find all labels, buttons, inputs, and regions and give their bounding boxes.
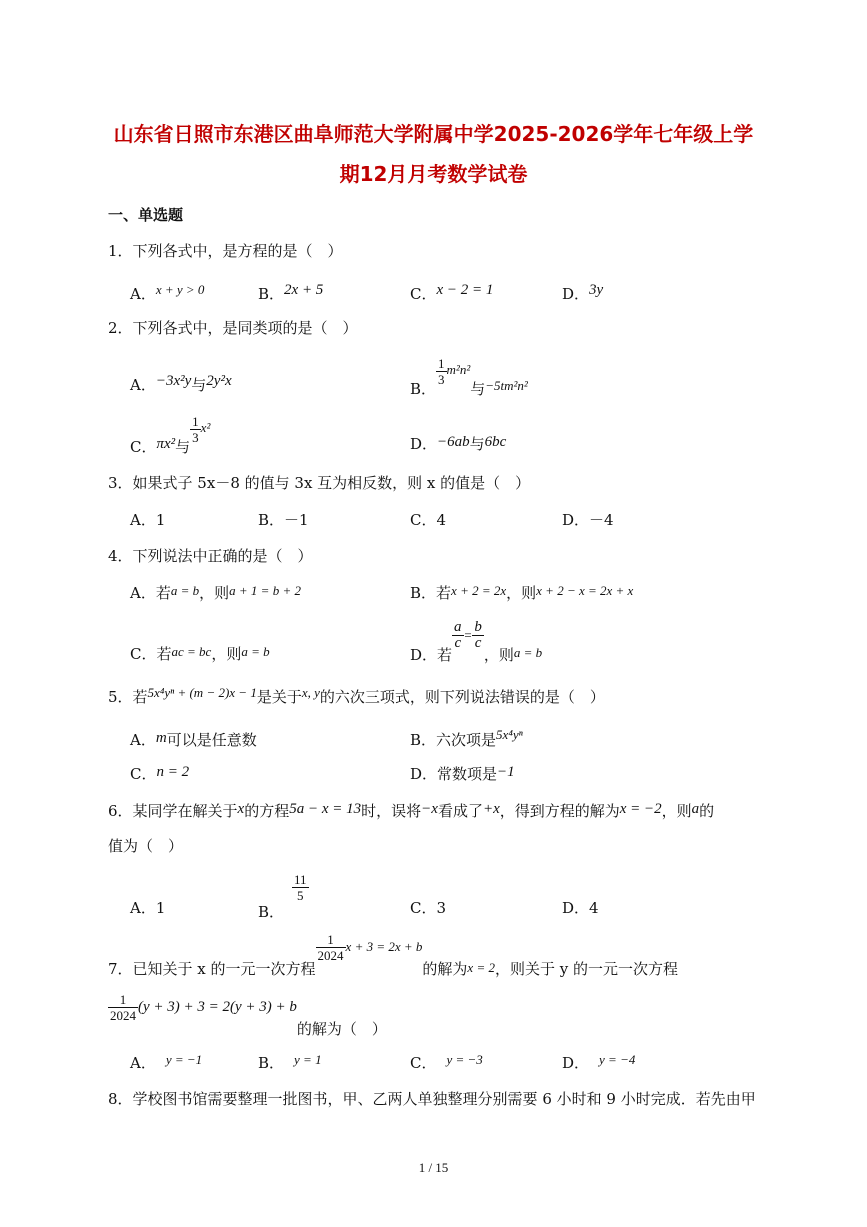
q1-option-b: B．2x + 5 — [258, 282, 324, 303]
q5-option-c: C．n = 2 — [130, 764, 190, 783]
question-2-stem: 2．下列各式中，是同类项的是（ ） — [108, 319, 358, 337]
q5-option-a: A．m可以是任意数 — [130, 730, 257, 749]
section-heading: 一、单选题 — [108, 206, 184, 224]
q7-option-b: B． y = 1 — [258, 1052, 322, 1072]
q7-option-a: A． y = −1 — [130, 1052, 203, 1072]
q5-option-b: B．六次项是5x⁴yⁿ — [410, 727, 523, 749]
q2-option-b: B． $\frac{1}{3}$ m²n²与−5tm²n² — [410, 356, 528, 398]
q6-option-c: C．3 — [410, 899, 447, 917]
q2-option-d: D．−6ab与6bc — [410, 434, 507, 453]
q5-option-d: D．常数项是−1 — [410, 764, 515, 783]
q6-option-b: B． $\frac{11}{5}$ — [258, 872, 307, 921]
q6-option-a: A．1 — [130, 899, 166, 917]
q6-option-d: D．4 — [562, 899, 599, 917]
q2-option-c: C．πx²与 $\frac{1}{3}$ x² — [130, 414, 211, 456]
title-line-2: 期12月月考数学试卷 — [339, 162, 528, 186]
question-6-stem-line-1: 6．某同学在解关于x的方程5a − x = 13时，误将−x看成了+x，得到方程的解为x = −2，则a的 — [108, 801, 715, 820]
q4-option-c: C．若ac = bc，则a = b — [130, 644, 270, 663]
question-4-stem: 4．下列说法中正确的是（ ） — [108, 547, 313, 565]
q2-option-a: A．−3x²y与2y²x — [130, 373, 232, 394]
q4-option-b: B．若x + 2 = 2x，则x + 2 − x = 2x + x — [410, 583, 634, 602]
q1-option-d: D．3y — [562, 282, 604, 303]
question-1-stem: 1．下列各式中，是方程的是（ ） — [108, 242, 343, 260]
q3-option-b: B．－1 — [258, 511, 309, 529]
q1-option-c: C．x − 2 = 1 — [410, 282, 494, 303]
q7-option-c: C． y = −3 — [410, 1052, 483, 1072]
q3-option-d: D．－4 — [562, 511, 614, 529]
question-8-stem: 8．学校图书馆需要整理一批图书，甲、乙两人单独整理分别需要 6 小时和 9 小时完成．若先由甲 — [108, 1090, 756, 1108]
question-6-stem-line-2: 值为（ ） — [108, 837, 184, 855]
question-3-stem: 3．如果式子 5x－8 的值与 3x 互为相反数，则 x 的值是（ ） — [108, 474, 531, 492]
q1-option-a: A．x + y > 0 — [130, 282, 205, 303]
q4-option-d: D．若 $\frac{a}{c}$ = $\frac{b}{c}$ ，则a = b — [410, 619, 543, 664]
q3-option-a: A．1 — [130, 511, 166, 529]
question-7-stem-line-2: $\frac{1}{2024}$ (y + 3) + 3 = 2(y + 3) + b的解为（ ） — [110, 992, 387, 1038]
q4-option-a: A．若a = b，则a + 1 = b + 2 — [130, 583, 301, 602]
page-number: 1 / 15 — [418, 1160, 449, 1175]
q3-option-c: C．4 — [410, 511, 447, 529]
q7-option-d: D． y = −4 — [562, 1052, 636, 1072]
question-7-stem-line-1: 7．已知关于 x 的一元一次方程 $\frac{1}{2024}$ x + 3 = 2x + b的解为x = 2，则关于 y 的一元一次方程 — [108, 932, 678, 978]
title-line-1: 山东省日照市东港区曲阜师范大学附属中学2025-2026学年七年级上学 — [113, 122, 754, 146]
question-5-stem: 5．若5x⁴yⁿ + (m − 2)x − 1是关于x, y的六次三项式，则下列说法错误的是（ ） — [108, 685, 605, 706]
